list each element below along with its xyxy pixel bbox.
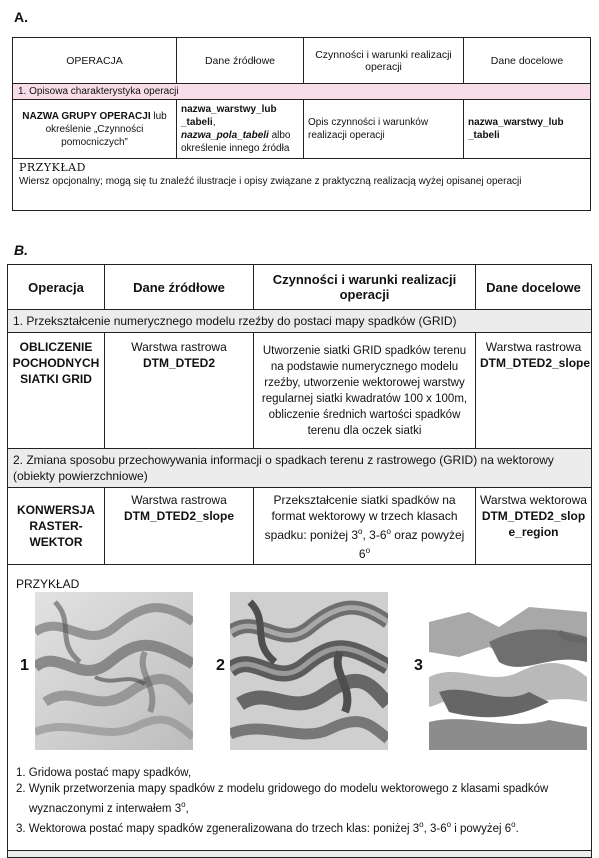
deg-sup: o — [419, 819, 424, 829]
table-a-header-row — [13, 38, 591, 84]
step2-action-part1: Przekształcenie siatki spadków na format wektorowy w trzech klasach spadku: poniżej 3 — [264, 493, 458, 542]
step2-target-name: DTM_DTED2_slop e_region — [481, 509, 586, 539]
step1-source-name: DTM_DTED2 — [142, 356, 215, 370]
step2-source-name: DTM_DTED2_slope — [123, 509, 235, 523]
source-sep: , — [212, 117, 216, 128]
note-3-part4: . — [515, 822, 519, 835]
source-field: nazwa_pola_tabeli — [181, 130, 269, 141]
source-layer: nazwa_warstwy_lub _tabeli — [181, 104, 277, 128]
example-text: Wiersz opcjonalny; mogą się tu znaleźć ilustracje i opisy związane z praktyczną realizacją wyżej opisanej operacji — [19, 176, 522, 187]
step2-source-prefix: Warstwa rastrowa — [131, 493, 227, 507]
step1-source — [105, 333, 254, 449]
header-dane-zrodlowe: Dane źródłowe — [177, 38, 304, 84]
deg-sup: o — [386, 527, 391, 536]
slope-vector-map-image — [230, 592, 388, 750]
step2-row — [8, 488, 592, 565]
section-a-label: A. — [14, 9, 28, 25]
note-3-part1: 3. Wektorowa postać mapy spadków zgeneralizowana do trzech klas: poniżej 3 — [16, 822, 420, 835]
table-b-header-row — [8, 265, 592, 310]
note-3 — [16, 817, 586, 837]
deg-sup: o — [446, 819, 452, 829]
deg-sup: o — [181, 800, 186, 809]
cell-action: Opis czynności i warunków realizacji operacji — [304, 100, 464, 159]
step2-action-part3: oraz powyżej 6 — [358, 528, 465, 561]
step1-row — [8, 333, 592, 449]
example-cell — [8, 565, 592, 851]
step2-banner-row — [8, 449, 592, 488]
note-1: 1. Gridowa postać mapy spadków, — [16, 767, 192, 779]
example-title: PRZYKŁAD — [16, 577, 80, 591]
note-3-part3: i powyżej 6 — [451, 822, 512, 835]
step1-banner: 1. Przekształcenie numerycznego modelu rzeźby do postaci mapy spadków (GRID) — [8, 310, 592, 333]
step2-action-part2: , 3-6 — [362, 528, 387, 542]
step2-action — [254, 488, 476, 565]
example-cell — [13, 159, 591, 211]
group-name-rest: lub określenie „Czynności pomocniczych” — [45, 110, 167, 148]
example-title: PRZYKŁAD — [19, 161, 86, 174]
note-2 — [16, 781, 586, 797]
map-2-number: 2 — [216, 657, 225, 674]
step1-target-name: DTM_DTED2_slope — [480, 356, 591, 370]
deg-sup: o — [365, 546, 371, 555]
step1-source-prefix: Warstwa rastrowa — [131, 340, 227, 354]
header-operacja: OPERACJA — [13, 38, 177, 84]
step2-banner: 2. Zmiana sposobu przechowywania informacji o spadkach terenu z rastrowego (GRID) na wektorowy (obiekty powierzchniowe) — [8, 449, 592, 488]
group-name: NAZWA GRUPY OPERACJI — [22, 110, 151, 122]
banner-text: 1. Opisowa charakterystyka operacji — [13, 84, 591, 100]
step1-target — [476, 333, 592, 449]
note-3-part2: , 3-6 — [423, 822, 447, 835]
header-czynnosci: Czynności i warunki realizacji operacji — [254, 265, 476, 310]
note-2-part1: 2. Wynik przetworzenia mapy spadków z modelu gridowego do modelu wektorowego z klasami spadków — [16, 783, 549, 795]
header-dane-docelowe: Dane docelowe — [464, 38, 591, 84]
step2-operation: KONWERSJA RASTER-WEKTOR — [8, 488, 105, 565]
source-rest: albo określenie innego źródła — [181, 130, 291, 154]
note-2-part3: , — [185, 802, 189, 815]
step2-target — [476, 488, 592, 565]
slope-generalized-map-image — [429, 592, 587, 750]
header-operacja: Operacja — [8, 265, 105, 310]
table-b — [7, 264, 592, 858]
step1-target-prefix: Warstwa rastrowa — [485, 340, 582, 354]
cell-target: nazwa_warstwy_lub _tabeli — [464, 100, 591, 159]
header-dane-docelowe: Dane docelowe — [476, 265, 592, 310]
note-2-cont — [16, 797, 586, 817]
example-notes — [16, 765, 586, 837]
example-row — [8, 565, 592, 851]
deg-sup: o — [511, 819, 516, 829]
step2-source — [105, 488, 254, 565]
cell-operacja — [13, 100, 177, 159]
table-a-content-row — [13, 100, 591, 159]
map-3-number: 3 — [414, 657, 423, 674]
slope-grid-map-image — [35, 592, 193, 750]
table-a-banner-row — [13, 84, 591, 100]
step1-banner-row — [8, 310, 592, 333]
step2-target-prefix: Warstwa wektorowa — [480, 493, 587, 507]
table-b-bottom-row — [8, 851, 592, 858]
table-a — [12, 37, 591, 211]
note-2-part2: wyznaczonymi z interwałem 3 — [29, 802, 182, 815]
map-1-number: 1 — [20, 657, 29, 674]
step1-action: Utworzenie siatki GRID spadków terenu na podstawie numerycznego modelu rzeźby, utworzenie wektorowej warstwy regularnej siatki kwadratów 100 x 100m, obliczenie średnich wartości spadków terenu dla oczek siatki — [254, 333, 476, 449]
header-dane-zrodlowe: Dane źródłowe — [105, 265, 254, 310]
deg-sup: o — [358, 527, 363, 536]
header-czynnosci: Czynności i warunki realizacji operacji — [304, 38, 464, 84]
section-b-label: B. — [14, 242, 28, 258]
bottom-filler — [8, 851, 592, 858]
table-a-example-row — [13, 159, 591, 211]
step1-operation: OBLICZENIE POCHODNYCH SIATKI GRID — [8, 333, 105, 449]
cell-source — [177, 100, 304, 159]
